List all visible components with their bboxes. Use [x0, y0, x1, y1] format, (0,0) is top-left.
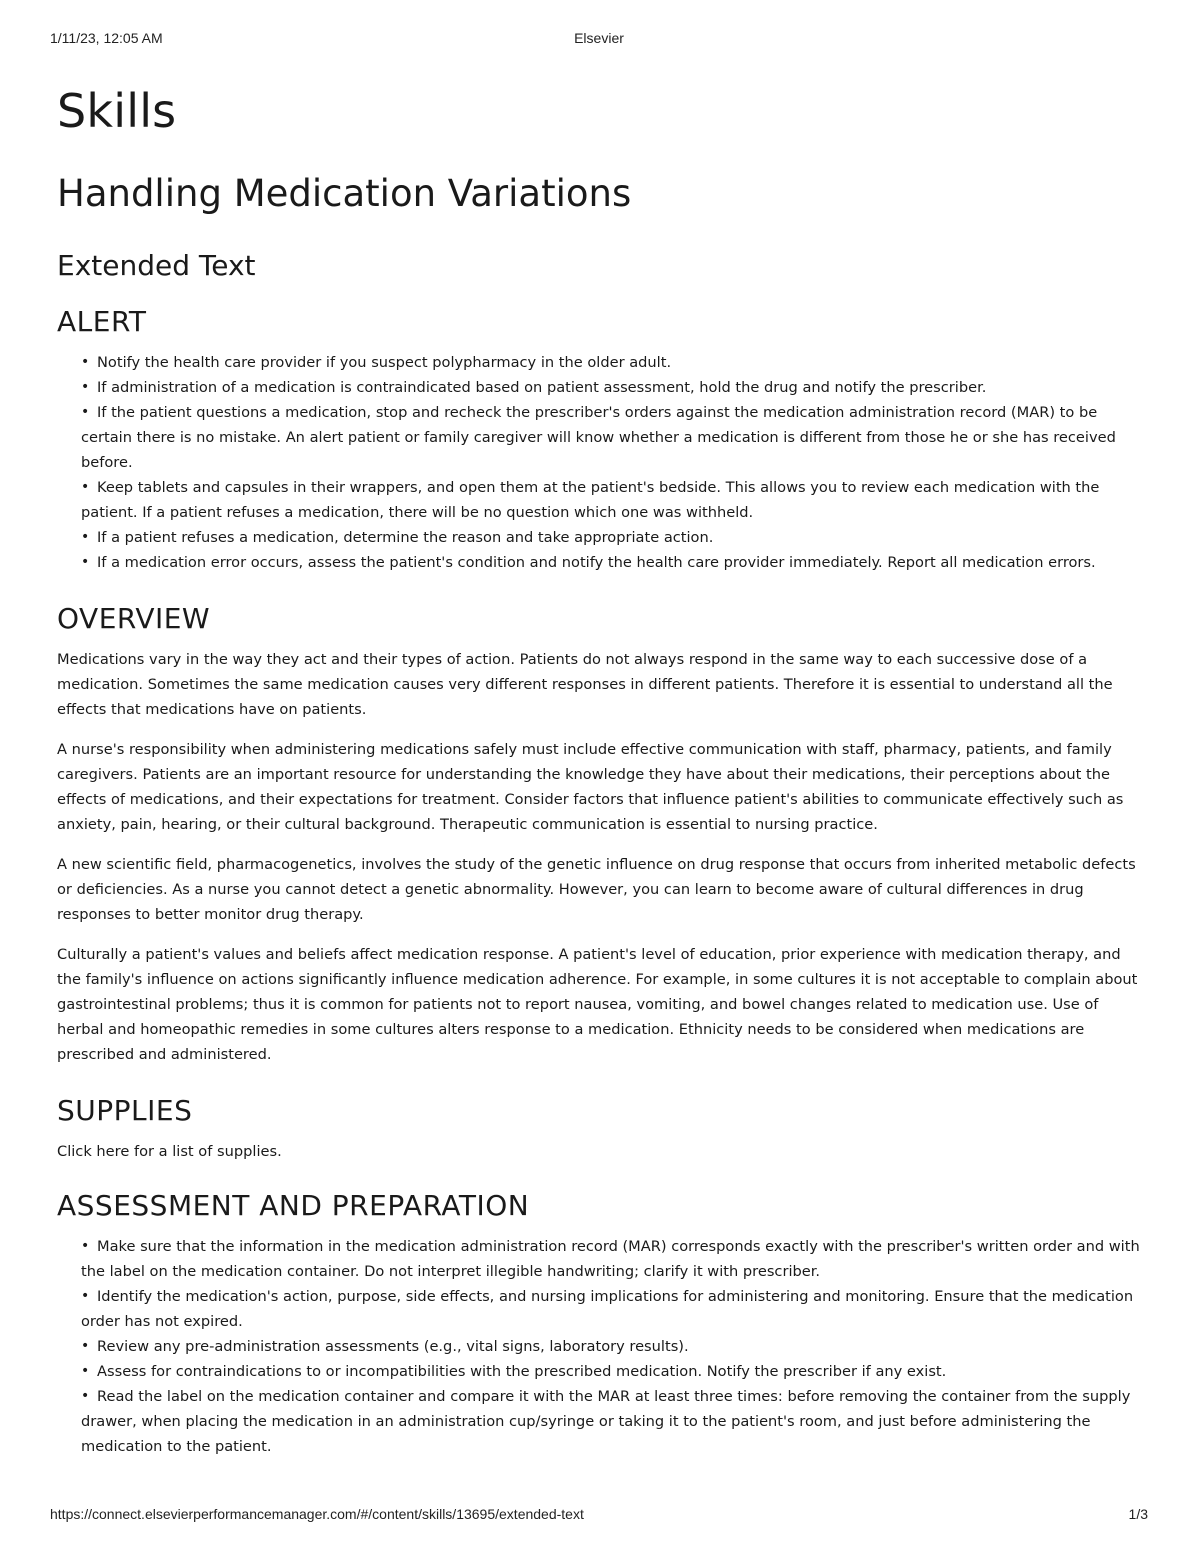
alert-section	[57, 302, 1149, 575]
list-item	[57, 525, 1149, 550]
bullet-icon: •	[81, 1388, 90, 1404]
list-item	[57, 1334, 1149, 1359]
assessment-heading: ASSESSMENT AND PREPARATION	[57, 1189, 530, 1222]
list-item	[57, 400, 1149, 475]
list-item	[57, 1359, 1149, 1384]
overview-section	[57, 599, 1149, 1067]
list-item	[57, 475, 1149, 525]
list-item-text: Read the label on the medication container and compare it with the MAR at least three times: before removing the container from the supply drawer, when placing the medication in an administration cup/syringe or taking it to the patient's room, and just before administering the medication to the patient.	[81, 1388, 1131, 1455]
assessment-section	[57, 1186, 1149, 1459]
print-footer	[50, 1506, 1148, 1526]
list-item-text: If a medication error occurs, assess the patient's condition and notify the health care provider immediately. Report all medication errors.	[97, 554, 1096, 571]
list-item-text: If a patient refuses a medication, determine the reason and take appropriate action.	[97, 529, 714, 546]
supplies-heading: SUPPLIES	[57, 1094, 193, 1127]
bullet-icon: •	[81, 554, 90, 570]
bullet-icon: •	[81, 1363, 90, 1379]
page-url: https://connect.elsevierperformancemanager.com/#/content/skills/13695/extended-text	[50, 1506, 584, 1522]
overview-paragraph: Medications vary in the way they act and their types of action. Patients do not always respond in the same way to each successive dose of a medication. Sometimes the same medication causes very different responses in different patients. Therefore it is essential to understand all the effects that medications have on patients.	[57, 651, 1113, 718]
alert-list	[57, 350, 1149, 575]
bullet-icon: •	[81, 1288, 90, 1304]
list-item-text: Assess for contraindications to or incompatibilities with the prescribed medication. Notify the prescriber if any exist.	[97, 1363, 947, 1380]
list-item-text: Notify the health care provider if you suspect polypharmacy in the older adult.	[97, 354, 672, 371]
overview-paragraph: A new scientific field, pharmacogenetics, involves the study of the genetic influence on drug response that occurs from inherited metabolic defects or deficiencies. As a nurse you cannot detect a genetic abnormality. However, you can learn to become aware of cultural differences in drug responses to better monitor drug therapy.	[57, 856, 1136, 923]
alert-heading: ALERT	[57, 305, 147, 338]
list-item	[57, 350, 1149, 375]
list-item	[57, 1284, 1149, 1334]
text-type-heading: Extended Text	[57, 249, 256, 282]
supplies-paragraph	[57, 1139, 1149, 1164]
bullet-icon: •	[81, 379, 90, 395]
supplies-section	[57, 1091, 1149, 1164]
assessment-list	[57, 1234, 1149, 1459]
list-item	[57, 1234, 1149, 1284]
list-item	[57, 375, 1149, 400]
skill-title: Handling Medication Variations	[57, 172, 632, 215]
list-item	[57, 550, 1149, 575]
list-item-text: If administration of a medication is contraindicated based on patient assessment, hold the drug and notify the prescriber.	[97, 379, 987, 396]
print-site-name: Elsevier	[574, 30, 624, 46]
print-datetime: 1/11/23, 12:05 AM	[50, 30, 163, 46]
bullet-icon: •	[81, 1238, 90, 1254]
list-item-text: Keep tablets and capsules in their wrappers, and open them at the patient's bedside. This allows you to review each medication with the patient. If a patient refuses a medication, there will be no question which one was withheld.	[81, 479, 1100, 521]
bullet-icon: •	[81, 529, 90, 545]
list-item-text: Make sure that the information in the medication administration record (MAR) corresponds exactly with the prescriber's written order and with the label on the medication container. Do not interpret illegible handwriting; clarify it with prescriber.	[81, 1238, 1140, 1280]
bullet-icon: •	[81, 479, 90, 495]
page-number: 1/3	[1128, 1506, 1148, 1522]
bullet-icon: •	[81, 1338, 90, 1354]
print-header	[50, 30, 1148, 50]
list-item-text: Identify the medication's action, purpose, side effects, and nursing implications for administering and monitoring. Ensure that the medication order has not expired.	[81, 1288, 1134, 1330]
list-item	[57, 1384, 1149, 1459]
list-item-text: Review any pre-administration assessments (e.g., vital signs, laboratory results).	[97, 1338, 689, 1355]
document-content	[57, 80, 1149, 1459]
bullet-icon: •	[81, 354, 90, 370]
list-item-text: If the patient questions a medication, stop and recheck the prescriber's orders against the medication administration record (MAR) to be certain there is no mistake. An alert patient or family caregiver will know whether a medication is different from those he or she has received before.	[81, 404, 1116, 471]
page-title: Skills	[57, 84, 177, 138]
overview-paragraph: A nurse's responsibility when administering medications safely must include effective communication with staff, pharmacy, patients, and family caregivers. Patients are an important resource for understanding the knowledge they have about their medications, their perceptions about the effects of medications, and their expectations for treatment. Consider factors that influence patient's abilities to communicate effectively such as anxiety, pain, hearing, or their cultural background. Therapeutic communication is essential to nursing practice.	[57, 741, 1124, 833]
overview-heading: OVERVIEW	[57, 602, 211, 635]
overview-paragraph: Culturally a patient's values and beliefs affect medication response. A patient's level of education, prior experience with medication therapy, and the family's influence on actions significantly influence medication adherence. For example, in some cultures it is not acceptable to complain about gastrointestinal problems; thus it is common for patients not to report nausea, vomiting, and bowel changes related to medication use. Use of herbal and homeopathic remedies in some cultures alters response to a medication. Ethnicity needs to be considered when medications are prescribed and administered.	[57, 946, 1138, 1063]
supplies-link[interactable]: Click here for a list of supplies.	[57, 1143, 282, 1160]
bullet-icon: •	[81, 404, 90, 420]
